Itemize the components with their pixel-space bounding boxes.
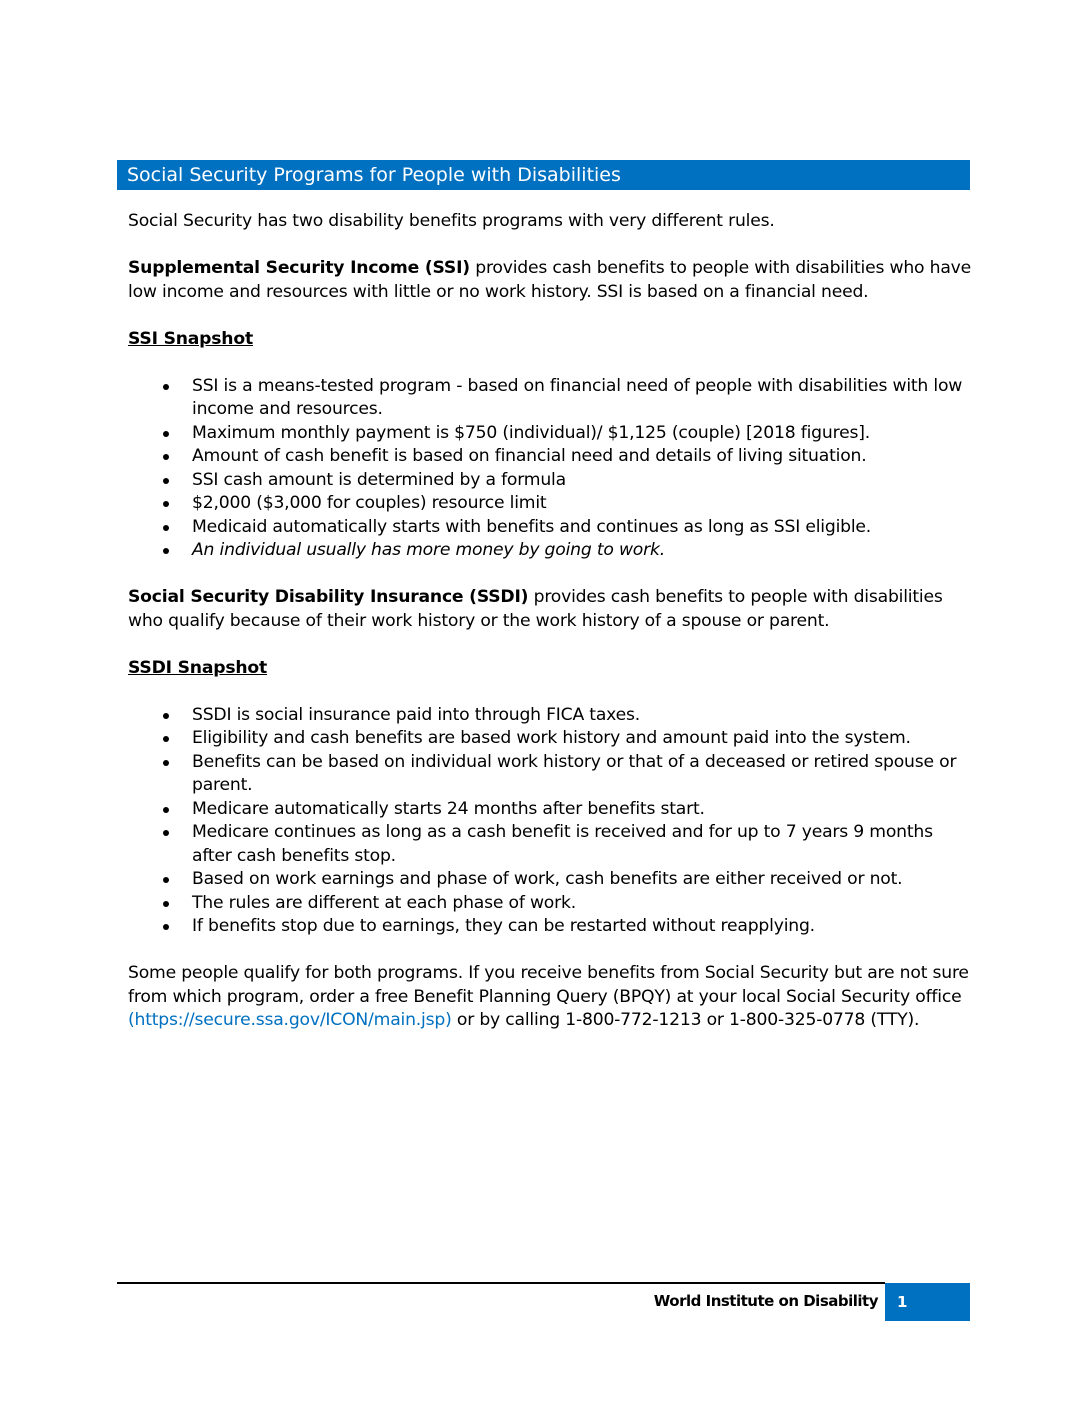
list-item: An individual usually has more money by going to work. xyxy=(128,539,973,563)
list-item: SSI is a means-tested program - based on financial need of people with disabilities with low income and resources. xyxy=(128,375,973,422)
page-number-badge xyxy=(885,1283,970,1321)
bullet-icon xyxy=(163,713,169,719)
document-body xyxy=(128,210,973,1056)
bullet-icon xyxy=(163,760,169,766)
ssdi-snapshot-list xyxy=(128,704,973,939)
section-title-bar xyxy=(117,160,970,190)
bullet-icon xyxy=(163,454,169,460)
bullet-icon xyxy=(163,830,169,836)
ssi-snapshot-list xyxy=(128,375,973,563)
list-item: Medicare continues as long as a cash benefit is received and for up to 7 years 9 months after cash benefits stop. xyxy=(128,821,973,868)
bullet-icon xyxy=(163,548,169,554)
list-item: Based on work earnings and phase of work, cash benefits are either received or not. xyxy=(128,868,973,892)
ssi-term: Supplemental Security Income (SSI) xyxy=(128,258,470,278)
ssdi-term: Social Security Disability Insurance (SSDI) xyxy=(128,587,529,607)
bullet-icon xyxy=(163,525,169,531)
list-item: $2,000 ($3,000 for couples) resource limit xyxy=(128,492,973,516)
list-item: Eligibility and cash benefits are based work history and amount paid into the system. xyxy=(128,727,973,751)
list-item: If benefits stop due to earnings, they can be restarted without reapplying. xyxy=(128,915,973,939)
ssi-snapshot-heading: SSI Snapshot xyxy=(128,328,253,349)
ssi-paragraph xyxy=(128,257,973,304)
section-title: Social Security Programs for People with Disabilities xyxy=(127,164,621,186)
intro-paragraph: Social Security has two disability benefits programs with very different rules. xyxy=(128,211,775,231)
closing-paragraph: Some people qualify for both programs. If you receive benefits from Social Security but are not sure from which program, order a free Benefit Planning Query (BPQY) at your local Social Security office (https://secure.ssa.gov/ICON/main.jsp) or by calling 1-800-772-1213 or 1-800-325-0778 (TTY). xyxy=(128,963,969,1030)
list-item: Maximum monthly payment is $750 (individual)/ $1,125 (couple) [2018 figures]. xyxy=(128,422,973,446)
footer-divider xyxy=(117,1282,885,1284)
bullet-icon xyxy=(163,807,169,813)
list-item: SSDI is social insurance paid into through FICA taxes. xyxy=(128,704,973,728)
page-number: 1 xyxy=(897,1293,908,1311)
ssdi-description: provides cash benefits to people with disabilities who qualify because of their work history or the work history of a spouse or parent. xyxy=(128,587,943,631)
list-item: Amount of cash benefit is based on financial need and details of living situation. xyxy=(128,445,973,469)
ssi-description: provides cash benefits to people with disabilities who have low income and resources with little or no work history. SSI is based on a financial need. xyxy=(128,258,972,302)
list-item: Medicaid automatically starts with benefits and continues as long as SSI eligible. xyxy=(128,516,973,540)
bullet-icon xyxy=(163,478,169,484)
bullet-icon xyxy=(163,384,169,390)
bullet-icon xyxy=(163,877,169,883)
ssdi-paragraph xyxy=(128,586,973,633)
bullet-icon xyxy=(163,501,169,507)
list-item: The rules are different at each phase of work. xyxy=(128,892,973,916)
bullet-icon xyxy=(163,736,169,742)
footer-organization: World Institute on Disability xyxy=(653,1292,878,1310)
bullet-icon xyxy=(163,924,169,930)
bullet-icon xyxy=(163,901,169,907)
ssdi-snapshot-heading: SSDI Snapshot xyxy=(128,657,268,678)
list-item: Medicare automatically starts 24 months after benefits start. xyxy=(128,798,973,822)
list-item: SSI cash amount is determined by a formula xyxy=(128,469,973,493)
list-item: Benefits can be based on individual work history or that of a deceased or retired spouse or parent. xyxy=(128,751,973,798)
ssa-icon-link[interactable]: (https://secure.ssa.gov/ICON/main.jsp) xyxy=(128,1010,452,1030)
bullet-icon xyxy=(163,431,169,437)
